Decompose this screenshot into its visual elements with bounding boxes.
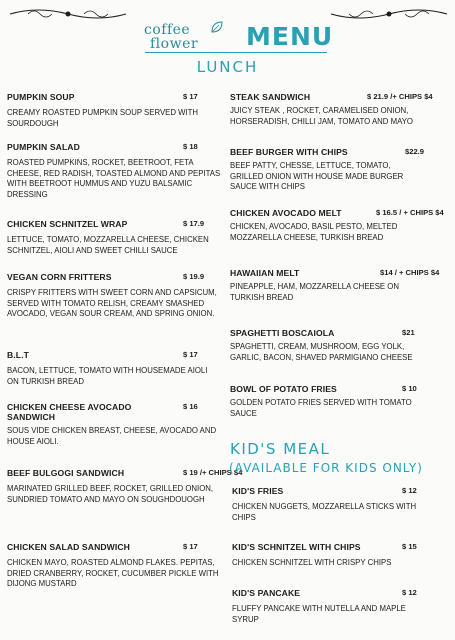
- menu-item-description: CHICKEN, AVOCADO, BASIL PESTO, MELTED MOZZARELLA CHEESE, TURKISH BREAD: [230, 222, 398, 242]
- menu-item-price: $ 12: [402, 588, 417, 597]
- menu-item-price: $ 18: [183, 142, 198, 151]
- menu-item-price: $22.9: [405, 147, 425, 156]
- menu-item-price: $ 17: [183, 350, 198, 359]
- menu-item-name: CHICKEN SALAD SANDWICH: [7, 542, 130, 552]
- menu-item-name: SPAGHETTI BOSCAIOLA: [230, 328, 335, 338]
- menu-item-price: $ 17: [183, 92, 198, 101]
- menu-item-price: $ 10: [402, 384, 417, 393]
- menu-item-description: GOLDEN POTATO FRIES SERVED WITH TOMATO SAUCE: [230, 398, 412, 418]
- menu-item-price: $ 16: [183, 402, 198, 411]
- menu-item-price: $ 21.9 /+ CHIPS $4: [367, 92, 433, 101]
- menu-item-description: BEEF PATTY, CHESSE, LETTUCE, TOMATO, GRILLED ONION WITH HOUSE MADE BURGER SAUCE WITH CHIPS: [230, 161, 404, 192]
- flourish-ornament-right: [329, 4, 449, 24]
- flourish-ornament-left: [8, 4, 128, 24]
- menu-item-price: $ 17.9: [183, 219, 205, 228]
- menu-item-name: KID'S SCHNITZEL WITH CHIPS: [232, 542, 361, 552]
- menu-item-name: VEGAN CORN FRITTERS: [7, 272, 112, 282]
- leaf-icon: [210, 20, 224, 34]
- menu-item-description: CREAMY ROASTED PUMPKIN SOUP SERVED WITH SOURDOUGH: [7, 108, 199, 128]
- menu-item-price: $ 15: [402, 542, 417, 551]
- menu-item-description: JUICY STEAK , ROCKET, CARAMELISED ONION, HORSERADISH, CHILLI JAM, TOMATO AND MAYO: [230, 106, 413, 126]
- menu-item-name: CHICKEN SCHNITZEL WRAP: [7, 219, 128, 229]
- menu-item-description: LETTUCE, TOMATO, MOZZARELLA CHEESE, CHICKEN SCHNITZEL, AIOLI AND SWEET CHILLI SAUCE: [7, 235, 209, 255]
- menu-item-description: CRISPY FRITTERS WITH SWEET CORN AND CAPSICUM, SERVED WITH TOMATO RELISH, CREAMY SMASHED AVOCADO, VEGAN SOUR CREAM, AND SPRING ONION.: [7, 288, 217, 319]
- menu-title: MENU: [246, 22, 334, 51]
- menu-item-price: $14 / + CHIPS $4: [380, 268, 440, 277]
- header-divider: [145, 52, 327, 53]
- menu-item-description: PINEAPPLE, HAM, MOZZARELLA CHEESE ON TURKISH BREAD: [230, 282, 399, 302]
- kids-meal-title: KID'S MEAL: [230, 440, 331, 458]
- menu-item-name: PUMPKIN SALAD: [7, 142, 80, 152]
- kids-meal-subtitle: (AVAILABLE FOR KIDS ONLY): [229, 461, 423, 475]
- logo-line2: flower: [150, 36, 199, 52]
- menu-item-description: MARINATED GRILLED BEEF, ROCKET, GRILLED ONION, SUNDRIED TOMATO AND MAYO ON SOUGHDOUOGH: [7, 484, 214, 504]
- menu-item-name: BEEF BULGOGI SANDWICH: [7, 468, 125, 478]
- menu-item-name: CHICKEN CHEESE AVOCADO SANDWICH: [7, 402, 132, 422]
- menu-item-description: SOUS VIDE CHICKEN BREAST, CHEESE, AVOCADO AND HOUSE AIOLI.: [7, 426, 217, 446]
- menu-item-price: $21: [402, 328, 415, 337]
- menu-item-name: HAWAIIAN MELT: [230, 268, 300, 278]
- menu-item-name: CHICKEN AVOCADO MELT: [230, 208, 342, 218]
- menu-item-name: PUMPKIN SOUP: [7, 92, 75, 102]
- menu-item-price: $ 16.5 / + CHIPS $4: [376, 208, 444, 217]
- menu-item-description: CHICKEN MAYO, ROASTED ALMOND FLAKES. PEPITAS, DRIED CRANBERRY, ROCKET, CUCUMBER PICKLE WITH DIJONG MUSTARD: [7, 558, 219, 589]
- menu-item-price: $ 19.9: [183, 272, 205, 281]
- menu-item-name: KID'S PANCAKE: [232, 588, 301, 598]
- coffee-flower-logo: [144, 20, 234, 60]
- menu-item-description: FLUFFY PANCAKE WITH NUTELLA AND MAPLE SYRUP: [232, 604, 406, 624]
- menu-item-name: B.L.T: [7, 350, 29, 360]
- menu-item-description: ROASTED PUMPKINS, ROCKET, BEETROOT, FETA CHEESE, RED RADISH, TOASTED ALMOND AND PEPITAS WITH BEETROOT HUMMUS AND YUZU BALSAMIC DRESSING: [7, 158, 221, 199]
- menu-item-price: $ 17: [183, 542, 198, 551]
- menu-item-name: BOWL OF POTATO FRIES: [230, 384, 337, 394]
- menu-item-description: BACON, LETTUCE, TOMATO WITH HOUSEMADE AIOLI ON TURKISH BREAD: [7, 366, 208, 386]
- menu-item-name: STEAK SANDWICH: [230, 92, 311, 102]
- logo-line1: coffee: [144, 22, 191, 38]
- menu-item-price: $ 12: [402, 486, 417, 495]
- menu-item-description: CHICKEN NUGGETS, MOZZARELLA STICKS WITH CHIPS: [232, 502, 417, 522]
- menu-item-name: BEEF BURGER WITH CHIPS: [230, 147, 348, 157]
- menu-item-description: SPAGHETTI, CREAM, MUSHROOM, EGG YOLK, GARLIC, BACON, SHAVED PARMIGIANO CHEESE: [230, 342, 413, 362]
- menu-item-description: CHICKEN SCHNITZEL WITH CRISPY CHIPS: [232, 558, 392, 567]
- lunch-section-title: LUNCH: [196, 58, 259, 76]
- menu-item-price: $ 19 /+ CHIPS $4: [183, 468, 243, 477]
- menu-item-name: KID'S FRIES: [232, 486, 284, 496]
